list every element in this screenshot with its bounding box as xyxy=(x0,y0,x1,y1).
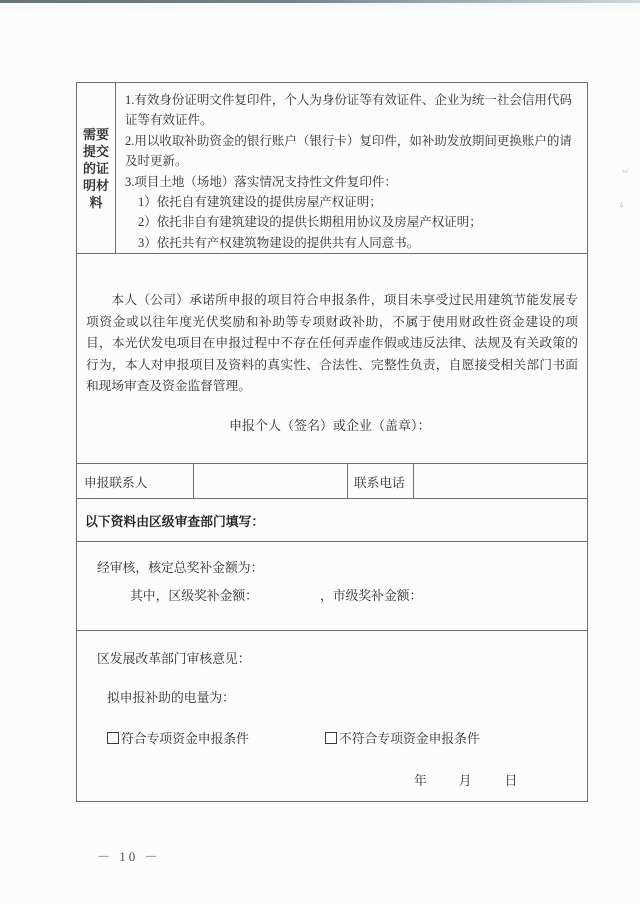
contact-row xyxy=(77,464,587,499)
label-line: 的证 xyxy=(82,160,109,176)
materials-subitem-3: 3）依托共有产权建筑物建设的提供共有人同意书。 xyxy=(138,235,420,250)
declaration-row xyxy=(77,254,587,464)
eligible-option-label: 符合专项资金申报条件 xyxy=(121,732,249,746)
label-line: 料 xyxy=(89,194,103,210)
subsidy-power-line: 拟申报补助的电量为： xyxy=(107,691,235,705)
opinion-title: 区发展改革部门审核意见： xyxy=(97,652,251,666)
scan-speck-artifact: ↳ xyxy=(616,199,628,211)
required-materials-row xyxy=(77,83,587,254)
materials-subitem-2: 2）依托非自有建筑建设的提供长期租用协议及房屋产权证明； xyxy=(138,215,482,230)
not-eligible-option xyxy=(325,728,480,747)
signature-label: 申报个人（签名）或企业（盖章）： xyxy=(229,417,431,433)
scan-speck-artifact: ↵ xyxy=(619,165,631,177)
eligibility-checkboxes xyxy=(107,728,587,747)
date-month-label: 月 xyxy=(458,774,472,788)
total-subsidy-line: 经审核，核定总奖补金额为： xyxy=(97,561,264,575)
label-line: 明材 xyxy=(82,177,109,193)
review-opinion-row xyxy=(77,631,587,801)
application-form-table xyxy=(76,82,588,802)
not-eligible-option-label: 不符合专项资金申报条件 xyxy=(339,732,480,746)
page-number: － 10 － xyxy=(97,849,161,864)
approved-amounts-row xyxy=(77,542,587,631)
contact-person-label: 申报联系人 xyxy=(77,464,194,498)
district-review-note: 以下资料由区级审查部门填写： xyxy=(77,499,587,542)
date-year-label: 年 xyxy=(414,774,427,788)
contact-person-field xyxy=(194,464,348,498)
checkbox-eligible-icon xyxy=(107,732,119,744)
materials-subitem-1: 1）依托自有建筑建设的提供房屋产权证明； xyxy=(138,195,382,210)
materials-item-3: 3.项目土地（场地）落实情况支持性文件复印件： xyxy=(125,174,397,189)
required-materials-label xyxy=(77,83,116,253)
date-line xyxy=(97,770,587,789)
checkbox-not-eligible-icon xyxy=(325,732,337,744)
subsidy-breakdown-line xyxy=(130,585,587,604)
materials-item-1: 1.有效身份证明文件复印件，个人为身份证等有效证件、企业为统一社会信用代码证等有效证件。 xyxy=(125,93,572,128)
declaration-text: 本人（公司）承诺所申报的项目符合申报条件，项目未享受过民用建筑节能发展专项资金或以往年度光伏奖励和补助等专项财政补助，不属于使用财政性资金建设的项目，本光伏发电项目在申报过程中不存在任何弄虚作假或违反法律、法规及有关政策的行为，本人对申报项目及资料的真实性、合法性、完整性负责，自愿接受相关部门书面和现场审查及资金监督管理。 xyxy=(86,293,578,394)
date-day-label: 日 xyxy=(504,774,518,788)
city-subsidy-label: ，市级奖补金额： xyxy=(319,589,423,603)
district-subsidy-label: 其中，区级奖补金额： xyxy=(130,589,258,603)
label-line: 提交 xyxy=(82,143,109,159)
phone-label: 联系电话 xyxy=(348,464,414,498)
materials-item-2: 2.用以收取补助资金的银行账户（银行卡）复印件，如补助发放期间更换账户的请及时更新。 xyxy=(125,133,572,169)
phone-field xyxy=(414,464,587,498)
scan-edge-artifact xyxy=(0,0,640,3)
eligible-option xyxy=(107,728,325,747)
label-line: 需要 xyxy=(82,126,109,142)
required-materials-list xyxy=(116,83,587,253)
